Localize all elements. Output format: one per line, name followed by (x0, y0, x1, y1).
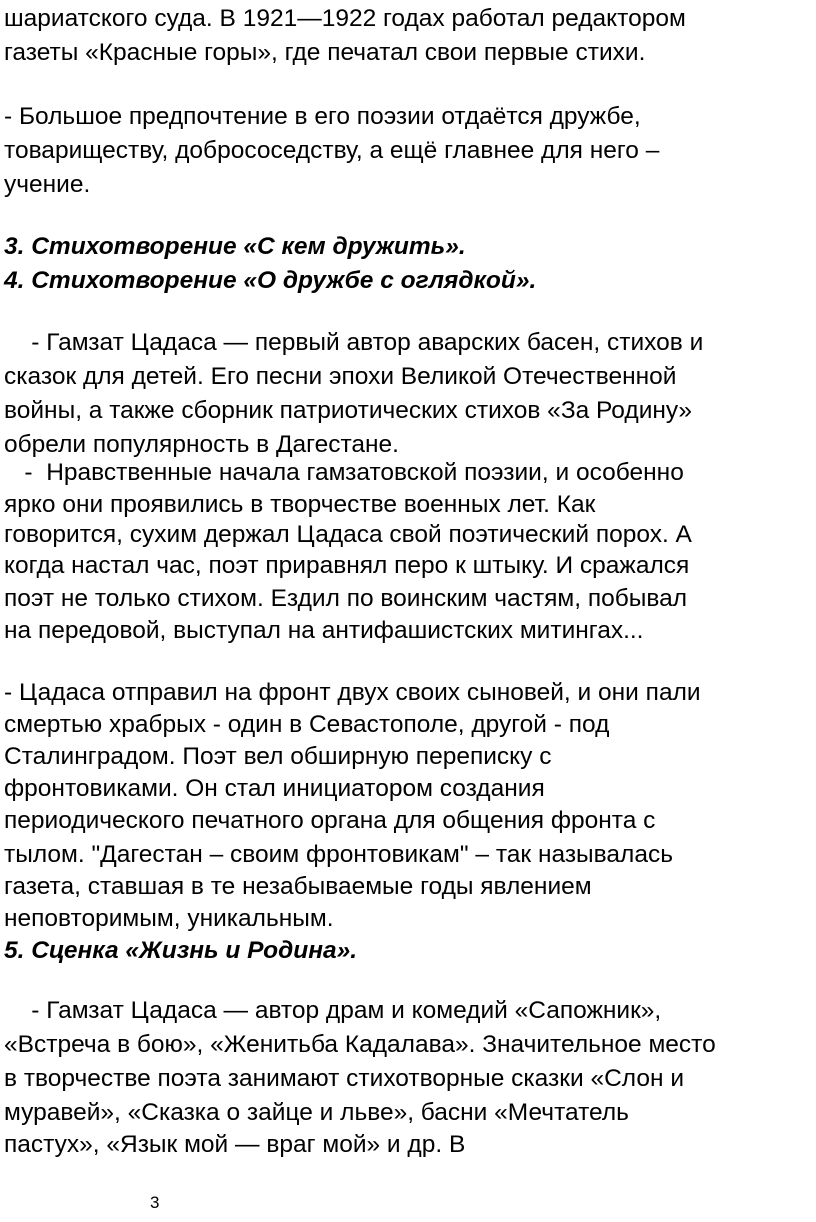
text-line: обрели популярность в Дагестане. (4, 431, 399, 458)
page-number: 3 (150, 1193, 160, 1212)
text-line: фронтовиками. Он стал инициатором создания (4, 775, 545, 802)
text-line: тылом. "Дагестан – своим фронтовикам" – так называлась (4, 841, 673, 868)
text-line: ярко они проявились в творчестве военных лет. Как (4, 491, 596, 518)
text-line: смертью храбрых - один в Севастополе, другой - под (4, 711, 610, 738)
heading-scene-5: 5. Сценка «Жизнь и Родина». (4, 937, 358, 964)
text-line: - Большое предпочтение в его поэзии отдаётся дружбе, (4, 103, 641, 130)
text-line: - Гамзат Цадаса — автор драм и комедий «Сапожник», (4, 997, 662, 1024)
text-line: муравей», «Сказка о зайце и льве», басни «Мечтатель (4, 1099, 629, 1126)
text-line: учение. (4, 171, 91, 198)
text-line: газеты «Красные горы», где печатал свои первые стихи. (4, 39, 646, 66)
text-line: газета, ставшая в те незабываемые годы явлением (4, 873, 592, 900)
text-line: периодического печатного органа для общения фронта с (4, 807, 656, 834)
text-line: шариатского суда. В 1921—1922 годах работал редактором (4, 5, 686, 32)
text-line: неповторимым, уникальным. (4, 905, 334, 932)
text-line: поэт не только стихом. Ездил по воинским частям, побывал (4, 585, 688, 612)
text-line: - Нравственные начала гамзатовской поэзии, и особенно (4, 459, 684, 486)
text-line: пастух», «Язык мой — враг мой» и др. В (4, 1131, 466, 1158)
text-line: в творчестве поэта занимают стихотворные сказки «Слон и (4, 1065, 685, 1092)
text-line: когда настал час, поэт приравнял перо к штыку. И сражался (4, 552, 690, 579)
text-line: Сталинградом. Поэт вел обширную переписку с (4, 743, 552, 770)
text-line: говорится, сухим держал Цадаса свой поэтический порох. А (4, 521, 692, 548)
heading-poem-4: 4. Стихотворение «О дружбе с оглядкой». (4, 267, 537, 294)
text-line: - Цадаса отправил на фронт двух своих сыновей, и они пали (4, 679, 701, 706)
text-line: «Встреча в бою», «Женитьба Кадалава». Значительное место (4, 1031, 716, 1058)
text-line: на передовой, выступал на антифашистских митингах... (4, 617, 644, 644)
text-line: товариществу, добрососедству, а ещё главнее для него – (4, 137, 660, 164)
text-line: - Гамзат Цадаса — первый автор аварских басен, стихов и (4, 329, 704, 356)
text-line: войны, а также сборник патриотических стихов «За Родину» (4, 397, 693, 424)
heading-poem-3: 3. Стихотворение «С кем дружить». (4, 233, 466, 260)
text-line: сказок для детей. Его песни эпохи Великой Отечественной (4, 363, 677, 390)
